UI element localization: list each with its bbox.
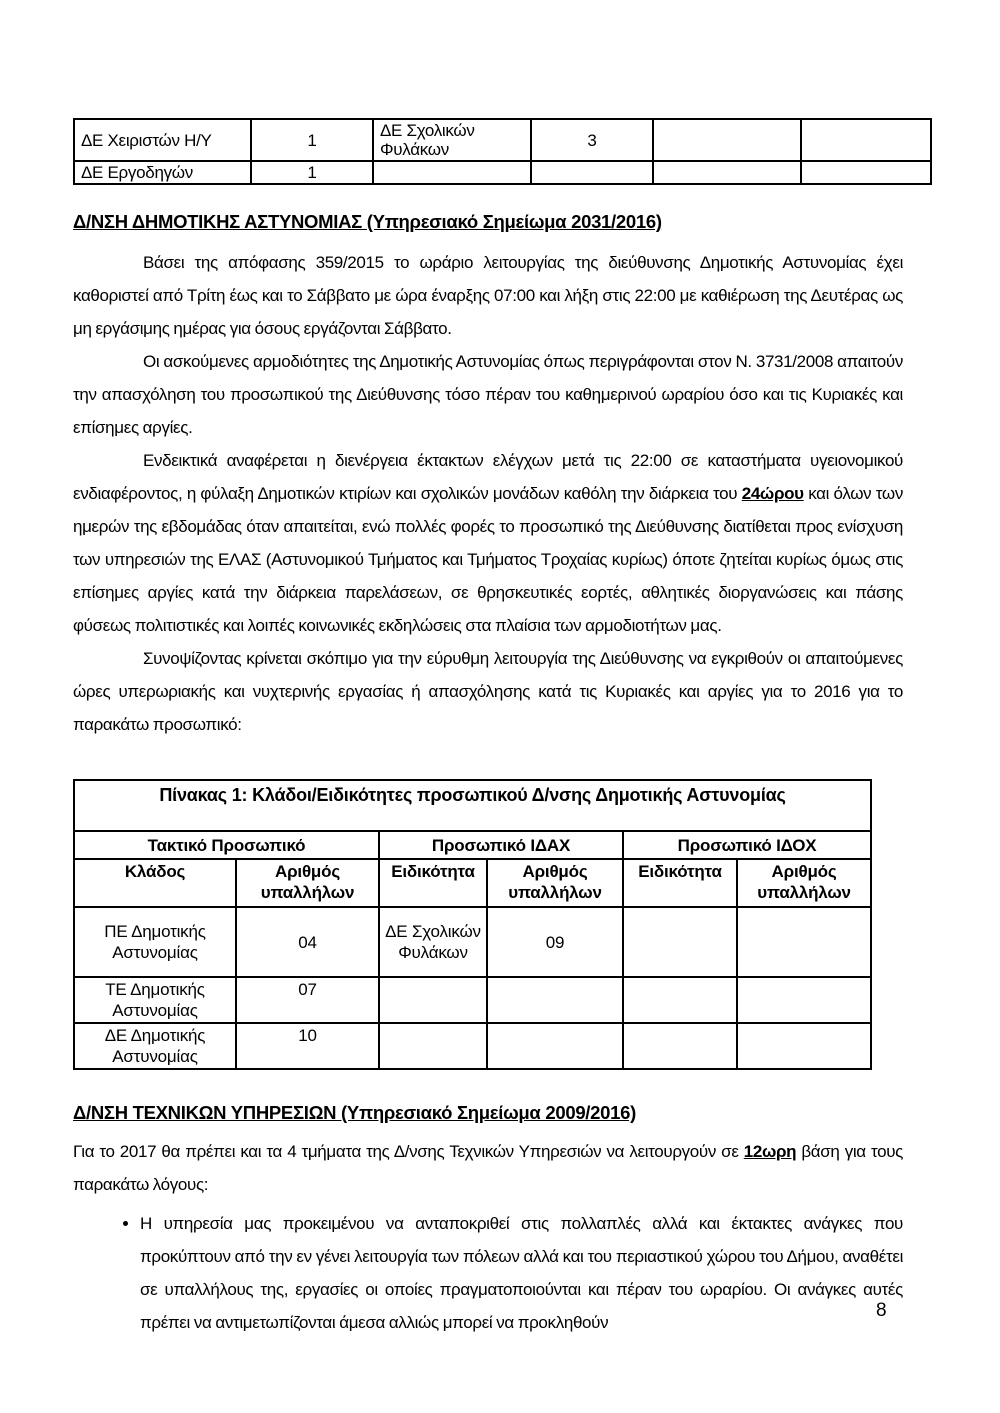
column-header: Ειδικότητα <box>623 859 737 907</box>
bullet-text: Η υπηρεσία μας προκειμένου να ανταποκριθεί στις πολλαπλές αλλά και έκτακτες ανάγκες που προκύπτουν από την εν γένει λειτουργία των πόλεων αλλά και του περιαστικού χώρου του Δήμου, αναθέτει σε υπαλλήλους της, εργασίες οι οποίες πραγματοποιούνται και πέραν του ωραρίου. Οι ανάγκες αυτές πρέπει να αντιμετωπίζονται άμεσα αλλιώς μπορεί να προκληθούν <box>140 1214 903 1332</box>
table-cell: ΔΕ Χειριστών Η/Υ <box>74 119 251 161</box>
table-cell: 04 <box>236 907 379 977</box>
column-header: Αριθμός υπαλλήλων <box>487 859 623 907</box>
table-cell <box>623 977 737 1023</box>
table-group-row <box>74 831 871 859</box>
page-number: 8 <box>876 1300 887 1321</box>
pinakas1-table <box>73 779 872 1070</box>
table-row <box>74 907 871 977</box>
group-header: Τακτικό Προσωπικό <box>74 831 379 859</box>
paragraph-text: Για το 2017 θα πρέπει και τα 4 τμήματα της Δ/νσης Τεχνικών Υπηρεσιών να λειτουργούν σε <box>73 1142 744 1161</box>
emphasis-12ori: 12ωρη <box>743 1142 797 1161</box>
table-cell: ΔΕ Σχολικών Φυλάκων <box>373 119 531 161</box>
bullet-item <box>140 1207 903 1339</box>
paragraph-giato2017 <box>73 1135 903 1201</box>
table-cell: 07 <box>236 977 379 1023</box>
table-cell <box>623 907 737 977</box>
paragraph-text: Ενδεικτικά αναφέρεται η διενέργεια έκτακτων ελέγχων μετά τις 22:00 σε καταστήματα υγειονομικού ενδιαφέροντος, η φύλαξη Δημοτικών κτιρίων και σχολικών μονάδων καθόλη την διάρκεια του <box>73 451 903 503</box>
section1-heading: Δ/ΝΣΗ ΔΗΜΟΤΙΚΗΣ ΑΣΤΥΝΟΜΙΑΣ (Υπηρεσιακό Σημείωμα 2031/2016) <box>73 211 662 232</box>
table-cell: ΔΕ Σχολικών Φυλάκων <box>379 907 487 977</box>
bullet-list <box>73 1207 903 1339</box>
paragraph-synopsizontas: Συνοψίζοντας κρίνεται σκόπιμο για την εύρυθμη λειτουργία της Διεύθυνσης να εγκριθούν οι απαιτούμενες ώρες υπερωριακής και νυχτερινής εργασίας ή απασχόλησης κατά τις Κυριακές και αργίες για το 2016 για το παρακάτω προσωπικό: <box>73 649 903 734</box>
table-cell: 10 <box>236 1023 379 1069</box>
table-cell <box>653 161 801 184</box>
column-header: Ειδικότητα <box>379 859 487 907</box>
table-cell: ΔΕ Εργοδηγών <box>74 161 251 184</box>
table-cell <box>653 119 801 161</box>
column-header: Κλάδος <box>74 859 236 907</box>
column-header: Αριθμός υπαλλήλων <box>236 859 379 907</box>
table-row <box>74 161 931 184</box>
table-cell <box>531 161 653 184</box>
table-cell <box>373 161 531 184</box>
table-cell: ΔΕ Δημοτικής Αστυνομίας <box>74 1023 236 1069</box>
document-page <box>73 0 903 1339</box>
table-cell <box>737 977 871 1023</box>
emphasis-24oro: 24ώρου <box>741 484 804 503</box>
carryover-staff-table <box>73 118 932 185</box>
table-cell <box>487 977 623 1023</box>
paragraph-text: βάση για τους παρακάτω λόγους: <box>73 1142 903 1194</box>
table-cell: 09 <box>487 907 623 977</box>
table-cell <box>379 1023 487 1069</box>
table-cell <box>737 907 871 977</box>
table-cell: ΠΕ Δημοτικής Αστυνομίας <box>74 907 236 977</box>
table-header-row <box>74 859 871 907</box>
paragraph-text: και όλων των ημερών της εβδομάδας όταν απαιτείται, ενώ πολλές φορές το προσωπικό της Διεύθυνσης διατίθεται προς ενίσχυση των υπηρεσιών της ΕΛΑΣ (Αστυνομικού Τμήματος και Τμήματος Τροχαίας κυρίως) όποτε ζητείται κυρίως όμως στις επίσημες αργίες κατά την διάρκεια παρελάσεων, σε θρησκευτικές εορτές, αθλητικές διοργανώσεις και πάσης φύσεως πολιτιστικές και λοιπές κοινωνικές εκδηλώσεις στα πλαίσια των αρμοδιοτήτων μας. <box>73 484 903 635</box>
table-cell <box>737 1023 871 1069</box>
table-cell: 1 <box>251 161 373 184</box>
table-title: Πίνακας 1: Κλάδοι/Ειδικότητες προσωπικού Δ/νσης Δημοτικής Αστυνομίας <box>74 780 871 831</box>
paragraph-armodiotites: Οι ασκούμενες αρμοδιότητες της Δημοτικής Αστυνομίας όπως περιγράφονται στον Ν. 3731/2008 απαιτούν την απασχόληση του προσωπικού της Διεύθυνσης τόσο πέραν του καθημερινού ωραρίου όσο και τις Κυριακές και επίσημες αργίες. <box>73 352 903 437</box>
section2-heading: Δ/ΝΣΗ ΤΕΧΝΙΚΩΝ ΥΠΗΡΕΣΙΩΝ (Υπηρεσιακό Σημείωμα 2009/2016) <box>73 1102 636 1123</box>
group-header: Προσωπικό ΙΔΑΧ <box>379 831 623 859</box>
paragraph-basei: Βάσει της απόφασης 359/2015 το ωράριο λειτουργίας της διεύθυνσης Δημοτικής Αστυνομίας έχει καθοριστεί από Τρίτη έως και το Σάββατο με ώρα έναρξης 07:00 και λήξη στις 22:00 με καθιέρωση της Δευτέρας ως μη εργάσιμης ημέρας για όσους εργάζονται Σάββατο. <box>73 253 903 338</box>
table-cell <box>487 1023 623 1069</box>
column-header: Αριθμός υπαλλήλων <box>737 859 871 907</box>
table-cell: 3 <box>531 119 653 161</box>
table-cell <box>379 977 487 1023</box>
table-cell: ΤΕ Δημοτικής Αστυνομίας <box>74 977 236 1023</box>
paragraph-endeiktika <box>73 444 903 642</box>
table-row <box>74 119 931 161</box>
table-title-row <box>74 780 871 831</box>
table-cell <box>801 119 931 161</box>
table-cell <box>801 161 931 184</box>
table-row <box>74 1023 871 1069</box>
table-cell: 1 <box>251 119 373 161</box>
table-cell <box>623 1023 737 1069</box>
group-header: Προσωπικό ΙΔΟΧ <box>623 831 871 859</box>
table-row <box>74 977 871 1023</box>
